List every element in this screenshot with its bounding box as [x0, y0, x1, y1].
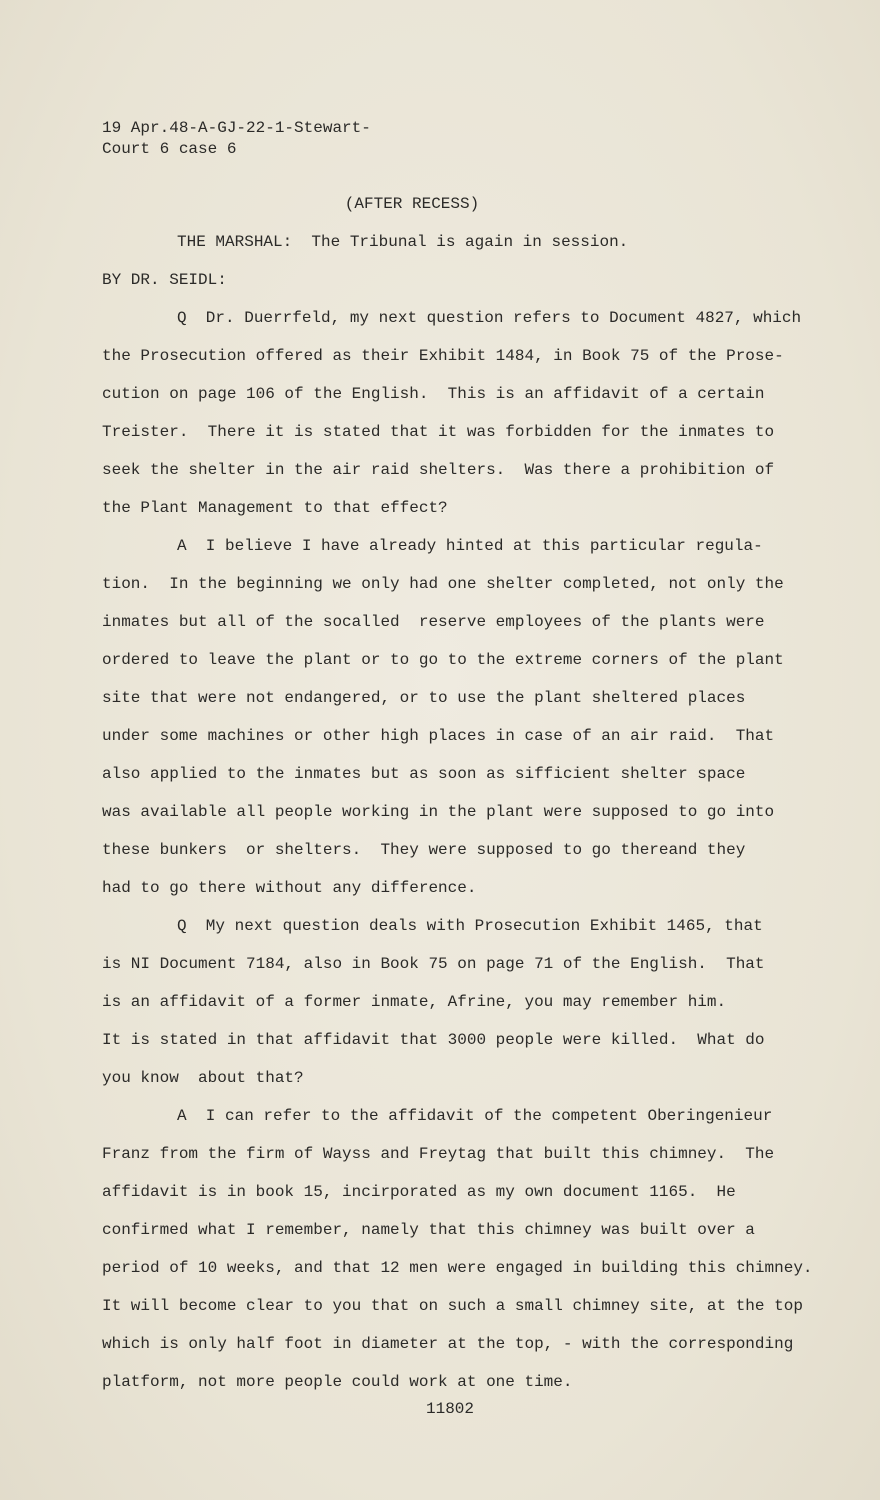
- transcript-line: Treister. There it is stated that it was forbidden for the inmates to: [102, 423, 775, 441]
- transcript-line: platform, not more people could work at one time.: [102, 1373, 573, 1391]
- transcript-line: A I believe I have already hinted at this particular regula-: [177, 537, 763, 555]
- transcript-line: period of 10 weeks, and that 12 men were engaged in building this chimney.: [102, 1259, 813, 1277]
- header-reference: 19 Apr.48-A-GJ-22-1-Stewart-: [102, 119, 371, 137]
- transcript-line: you know about that?: [102, 1069, 304, 1087]
- transcript-line: had to go there without any difference.: [102, 879, 477, 897]
- transcript-line: inmates but all of the socalled reserve employees of the plants were: [102, 613, 765, 631]
- transcript-line: Q My next question deals with Prosecution Exhibit 1465, that: [177, 917, 763, 935]
- transcript-line: these bunkers or shelters. They were supposed to go thereand they: [102, 841, 746, 859]
- transcript-line: Franz from the firm of Wayss and Freytag that built this chimney. The: [102, 1145, 775, 1163]
- document-header: [102, 118, 371, 160]
- transcript-line: was available all people working in the plant were supposed to go into: [102, 803, 775, 821]
- transcript-line: which is only half foot in diameter at the top, - with the corresponding: [102, 1335, 794, 1353]
- transcript-body: [102, 185, 822, 1401]
- transcript-line: THE MARSHAL: The Tribunal is again in session.: [177, 233, 629, 251]
- transcript-line: seek the shelter in the air raid shelters. Was there a prohibition of: [102, 461, 775, 479]
- transcript-line: the Prosecution offered as their Exhibit 1484, in Book 75 of the Prose-: [102, 347, 784, 365]
- transcript-line: BY DR. SEIDL:: [102, 271, 227, 289]
- transcript-line: cution on page 106 of the English. This is an affidavit of a certain: [102, 385, 765, 403]
- transcript-line: also applied to the inmates but as soon as sifficient shelter space: [102, 765, 746, 783]
- transcript-line: is an affidavit of a former inmate, Afrine, you may remember him.: [102, 993, 727, 1011]
- transcript-line: It is stated in that affidavit that 3000 people were killed. What do: [102, 1031, 765, 1049]
- transcript-line: affidavit is in book 15, incirporated as my own document 1165. He: [102, 1183, 736, 1201]
- page-number: 11802: [425, 1400, 474, 1418]
- transcript-line: ordered to leave the plant or to go to the extreme corners of the plant: [102, 651, 784, 669]
- transcript-line: is NI Document 7184, also in Book 75 on page 71 of the English. That: [102, 955, 765, 973]
- transcript-line: the Plant Management to that effect?: [102, 499, 448, 517]
- transcript-line: It will become clear to you that on such a small chimney site, at the top: [102, 1297, 803, 1315]
- transcript-line: A I can refer to the affidavit of the competent Oberingenieur: [177, 1107, 773, 1125]
- transcript-line: tion. In the beginning we only had one shelter completed, not only the: [102, 575, 784, 593]
- transcript-line: site that were not endangered, or to use the plant sheltered places: [102, 689, 746, 707]
- transcript-line: Q Dr. Duerrfeld, my next question refers to Document 4827, which: [177, 309, 802, 327]
- transcript-line: under some machines or other high places in case of an air raid. That: [102, 727, 775, 745]
- section-heading: (AFTER RECESS): [344, 195, 480, 213]
- header-court: Court 6 case 6: [102, 140, 237, 158]
- transcript-line: confirmed what I remember, namely that this chimney was built over a: [102, 1221, 755, 1239]
